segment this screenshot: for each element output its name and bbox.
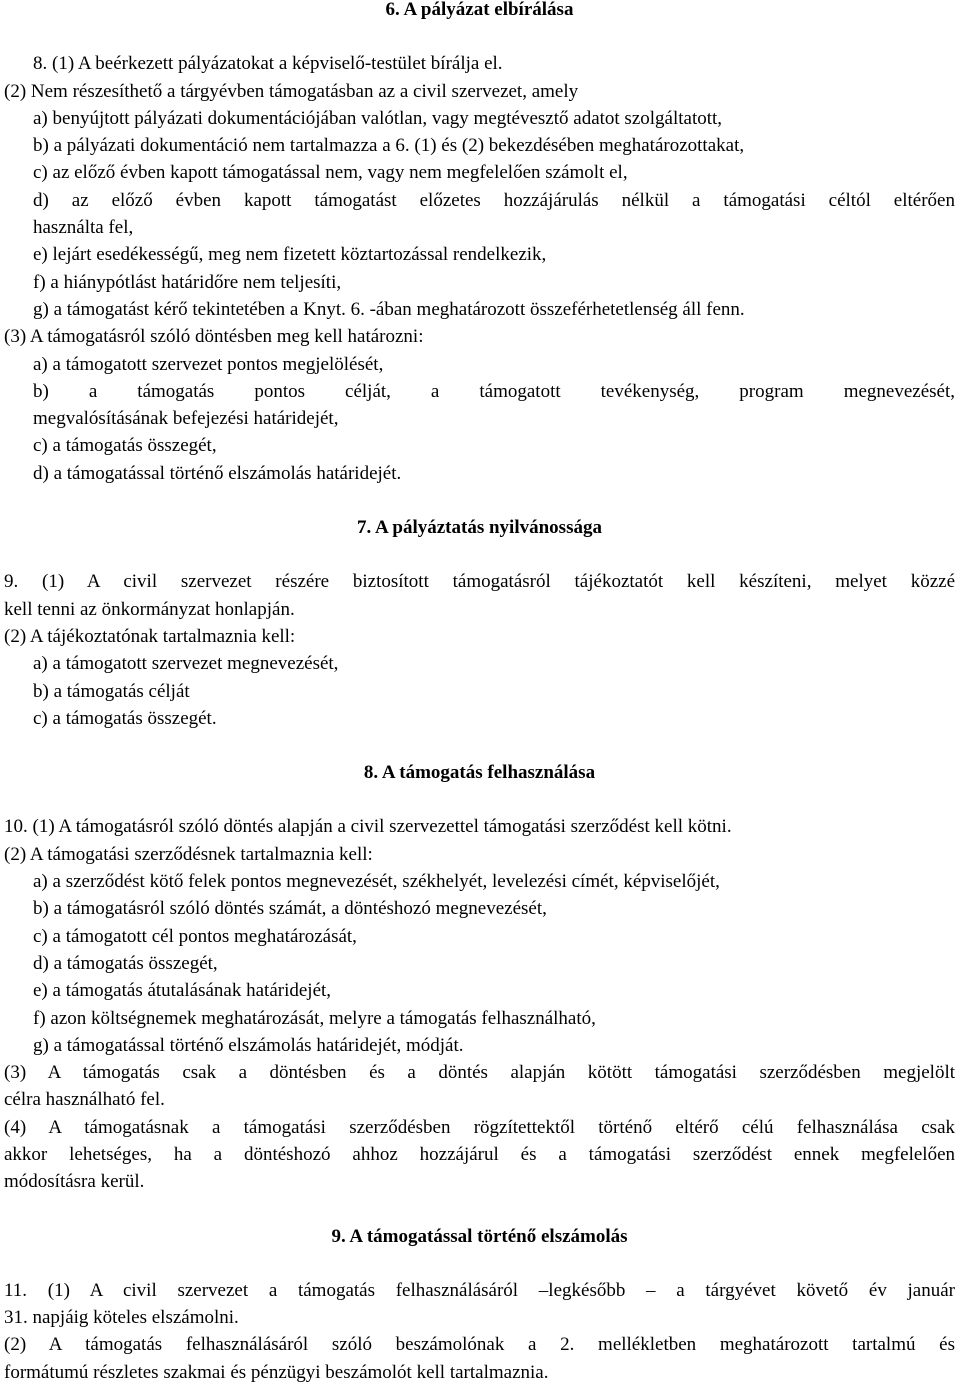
list-item: b) a támogatás célját — [33, 680, 190, 702]
list-item: a) benyújtott pályázati dokumentációjában valótlan, vagy megtévesztő adatot szolgáltatott, — [33, 107, 723, 129]
list-item: c) a támogatás összegét, — [33, 435, 217, 457]
paragraph: (4) A támogatásnak a támogatási szerződésben rögzítettektől történő eltérő célú felhasználása csak — [4, 1116, 955, 1138]
list-item: d) a támogatással történő elszámolás határidejét. — [33, 462, 402, 484]
paragraph: módosításra kerül. — [4, 1171, 145, 1193]
spacer — [4, 732, 955, 759]
list-item: c) a támogatás összegét. — [33, 707, 217, 729]
list-item: a) a szerződést kötő felek pontos megnevezését, székhelyét, levelezési címét, képviselőjét, — [33, 871, 720, 893]
paragraph: 11. (1) A civil szervezet a támogatás felhasználásáról –legkésőbb – a tárgyévet követő év január — [4, 1279, 955, 1301]
list-item: c) az előző évben kapott támogatással nem, vagy nem megfelelően számolt el, — [33, 162, 628, 184]
list-item: f) a hiánypótlást határidőre nem teljesíti, — [33, 271, 342, 293]
paragraph: 9. (1) A civil szervezet részére biztosított támogatásról tájékoztatót kell készíteni, melyet közzé — [4, 571, 955, 593]
list-item: b) a támogatás pontos célját, a támogatott tevékenység, program megnevezését, — [33, 380, 955, 402]
list-item: a) a támogatott szervezet megnevezését, — [33, 653, 339, 675]
list-item: g) a támogatással történő elszámolás határidejét, módját. — [33, 1034, 464, 1056]
paragraph: formátumú részletes szakmai és pénzügyi beszámolót kell tartalmaznia. — [4, 1361, 549, 1383]
spacer — [4, 487, 955, 514]
paragraph: (2) A tájékoztatónak tartalmaznia kell: — [4, 625, 296, 647]
section-heading: 8. A támogatás felhasználása — [363, 762, 596, 784]
paragraph: (3) A támogatás csak a döntésben és a döntés alapján kötött támogatási szerződésben megjelölt — [4, 1062, 955, 1084]
list-item: b) a támogatásról szóló döntés számát, a döntéshozó megnevezését, — [33, 898, 547, 920]
paragraph: 8. (1) A beérkezett pályázatokat a képviselő-testület bírálja el. — [33, 53, 503, 75]
list-item: a) a támogatott szervezet pontos megjelölését, — [33, 353, 384, 375]
paragraph: célra használható fel. — [4, 1089, 165, 1111]
section-heading: 6. A pályázat elbírálása — [385, 0, 574, 20]
list-item: f) azon költségnemek meghatározását, melyre a támogatás felhasználható, — [33, 1007, 596, 1029]
paragraph: (3) A támogatásról szóló döntésben meg kell határozni: — [4, 326, 424, 348]
list-item: e) a támogatás átutalásának határidejét, — [33, 980, 332, 1002]
list-item: d) a támogatás összegét, — [33, 952, 218, 974]
section-heading: 9. A támogatással történő elszámolás — [331, 1225, 628, 1247]
list-item: b) a pályázati dokumentáció nem tartalmazza a 6. (1) és (2) bekezdésében meghatározottakat, — [33, 135, 745, 157]
list-item: megvalósításának befejezési határidejét, — [33, 408, 339, 430]
paragraph: akkor lehetséges, ha a döntéshozó ahhoz hozzájárul és a támogatási szerződést ennek megfelelően — [4, 1143, 955, 1165]
paragraph: (2) A támogatás felhasználásáról szóló beszámolónak a 2. mellékletben meghatározott tartalmú és — [4, 1334, 955, 1356]
spacer — [4, 1250, 955, 1277]
spacer — [4, 23, 955, 50]
paragraph: 10. (1) A támogatásról szóló döntés alapján a civil szervezettel támogatási szerződést kell kötni. — [4, 816, 732, 838]
paragraph: (2) Nem részesíthető a tárgyévben támogatásban az a civil szervezet, amely — [4, 80, 579, 102]
list-item: d) az előző évben kapott támogatást előzetes hozzájárulás nélkül a támogatási céltól eltérően — [33, 189, 955, 211]
spacer — [4, 1196, 955, 1223]
list-item: e) lejárt esedékességű, meg nem fizetett köztartozással rendelkezik, — [33, 244, 547, 266]
list-item: c) a támogatott cél pontos meghatározását, — [33, 925, 357, 947]
section-heading: 7. A pályáztatás nyilvánossága — [357, 517, 602, 539]
paragraph: (2) A támogatási szerződésnek tartalmaznia kell: — [4, 843, 373, 865]
list-item: g) a támogatást kérő tekintetében a Knyt. 6. -ában meghatározott összeférhetetlenség áll fenn. — [33, 298, 745, 320]
list-item: használta fel, — [33, 217, 134, 239]
paragraph: kell tenni az önkormányzat honlapján. — [4, 598, 295, 620]
paragraph: 31. napjáig köteles elszámolni. — [4, 1307, 239, 1329]
spacer — [4, 541, 955, 568]
spacer — [4, 786, 955, 813]
